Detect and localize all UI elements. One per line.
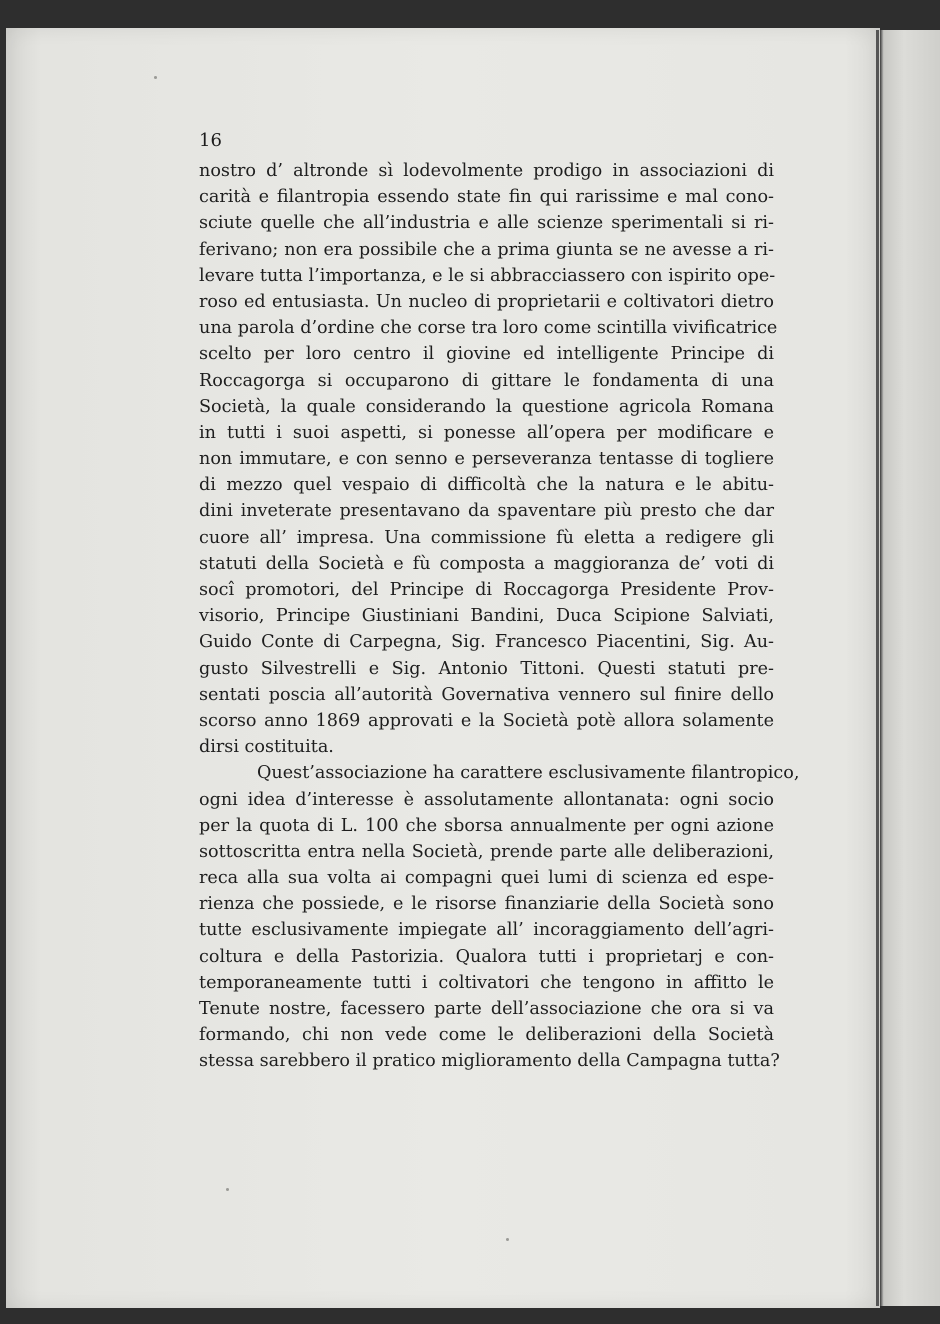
text-line: una parola d’ordine che corse tra loro come scintilla vivificatrice <box>199 318 778 339</box>
text-line: stessa sarebbero il pratico miglioramento della Campagna tutta? <box>199 1051 780 1072</box>
paper-speck <box>226 1188 229 1191</box>
body-text <box>199 158 800 1075</box>
facing-page-edge <box>880 30 940 1306</box>
text-line: Società, la quale considerando la questione agricola Romana <box>199 396 774 417</box>
text-line: coltura e della Pastorizia. Qualora tutti i proprietarj e con- <box>199 946 774 967</box>
paragraph-2 <box>199 760 800 1074</box>
text-line: di mezzo quel vespaio di difficoltà che la natura e le abitu- <box>199 475 774 496</box>
text-line: Guido Conte di Carpegna, Sig. Francesco Piacentini, Sig. Au- <box>199 632 774 653</box>
page-binding-edge <box>876 30 879 1306</box>
text-line: temporaneamente tutti i coltivatori che tengono in affitto le <box>199 972 774 993</box>
text-line: formando, chi non vede come le deliberazioni della Società <box>199 1025 774 1046</box>
text-line: cuore all’ impresa. Una commissione fù eletta a redigere gli <box>199 527 774 548</box>
text-line: Roccagorga si occuparono di gittare le fondamenta di una <box>199 370 774 391</box>
paragraph-1 <box>199 158 778 760</box>
text-line: per la quota di L. 100 che sborsa annualmente per ogni azione <box>199 815 774 836</box>
text-line: ogni idea d’interesse è assolutamente allontanata: ogni socio <box>199 789 774 810</box>
text-line: scelto per loro centro il giovine ed intelligente Principe di <box>199 344 774 365</box>
text-line: roso ed entusiasta. Un nucleo di proprietarii e coltivatori dietro <box>199 291 774 312</box>
text-line: sentati poscia all’autorità Governativa vennero sul finire dello <box>199 684 774 705</box>
text-line: gusto Silvestrelli e Sig. Antonio Tittoni. Questi statuti pre- <box>199 658 774 679</box>
text-line: Tenute nostre, facessero parte dell’associazione che ora si va <box>199 999 774 1019</box>
text-line: dirsi costituita. <box>199 737 334 758</box>
text-line: statuti della Società e fù composta a maggioranza de’ voti di <box>199 553 774 574</box>
text-line: visorio, Principe Giustiniani Bandini, Duca Scipione Salviati, <box>199 606 774 627</box>
text-line: carità e filantropia essendo state fin qui rarissime e mal cono- <box>199 187 774 208</box>
text-line: tutte esclusivamente impiegate all’ incoraggiamento dell’agri- <box>199 920 774 941</box>
text-line: scorso anno 1869 approvati e la Società potè allora solamente <box>199 710 774 731</box>
text-line: in tutti i suoi aspetti, si ponesse all’opera per modificare e <box>199 422 774 443</box>
text-line: rienza che possiede, e le risorse finanziarie della Società sono <box>199 894 774 915</box>
page-number: 16 <box>199 130 222 151</box>
text-line: reca alla sua volta ai compagni quei lumi di scienza ed espe- <box>199 868 774 889</box>
paper-speck <box>154 76 157 79</box>
text-line: socî promotori, del Principe di Roccagorga Presidente Prov- <box>199 580 774 600</box>
text-line: levare tutta l’importanza, e le si abbracciassero con ispirito ope- <box>199 265 776 286</box>
text-line: ferivano; non era possibile che a prima giunta se ne avesse a ri- <box>199 239 774 260</box>
text-line: Quest’associazione ha carattere esclusivamente filantropico, <box>257 763 800 784</box>
text-line: nostro d’ altronde sì lodevolmente prodigo in associazioni di <box>199 161 774 181</box>
text-line: sciute quelle che all’industria e alle scienze sperimentali si ri- <box>199 213 774 234</box>
text-line: sottoscritta entra nella Società, prende parte alle deliberazioni, <box>199 841 774 862</box>
paper-speck <box>506 1238 509 1241</box>
text-line: dini inveterate presentavano da spaventare più presto che dar <box>199 501 774 522</box>
text-line: non immutare, e con senno e perseveranza tentasse di togliere <box>199 449 774 470</box>
